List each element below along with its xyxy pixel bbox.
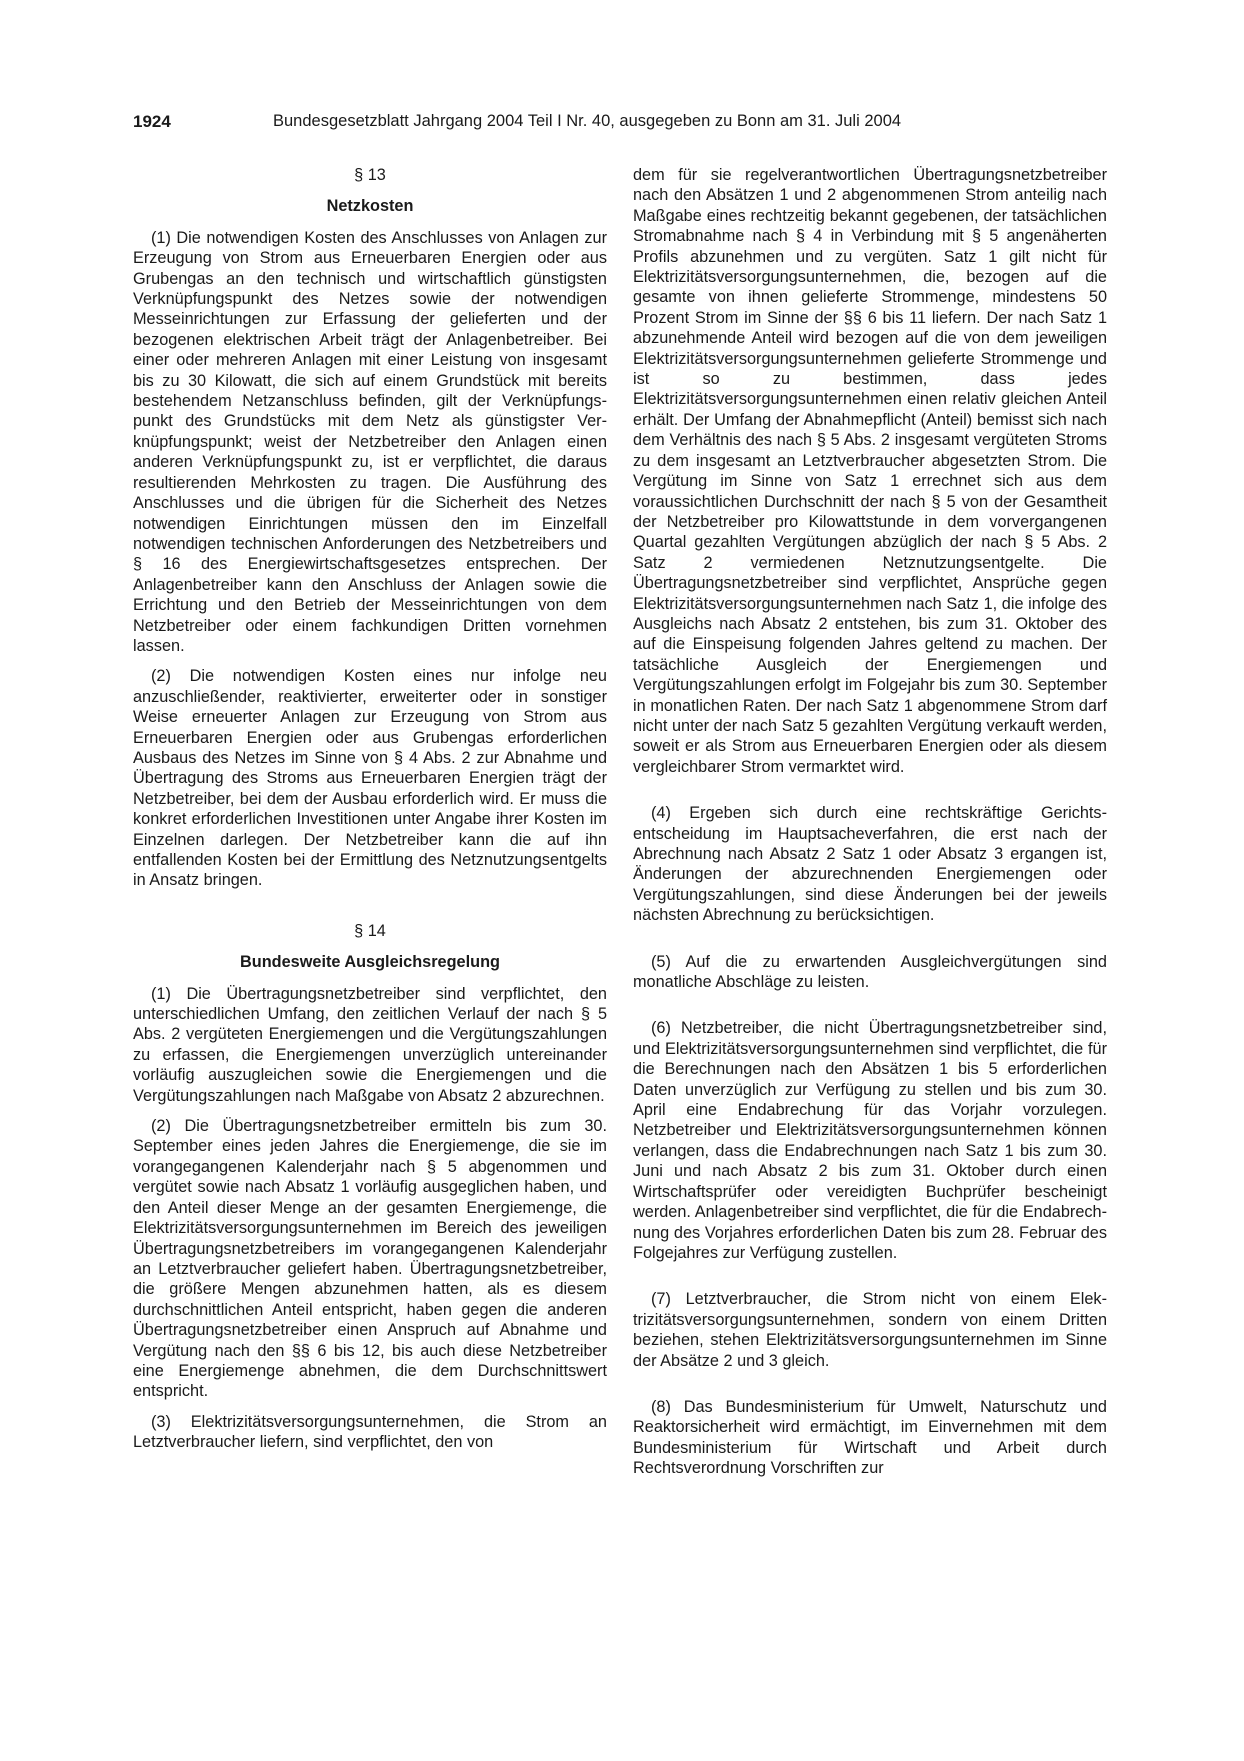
paragraph: (5) Auf die zu erwartenden Ausgleichvergütungen sind monatliche Abschläge zu leisten. [633,952,1107,992]
page-header [133,112,1113,134]
paragraph: (7) Letztverbraucher, die Strom nicht von einem Elektrizitätsversorgungsunternehmen, sondern von einem Dritten beziehen, stehen Elektrizitätsversorgungsunternehmen im Sinne der Absätze 2 und 3 gleich. [633,1290,1107,1370]
paragraph: (2) Die Übertragungsnetzbetreiber ermitteln bis zum 30. September eines jeden Jahres die Energiemenge, die sie im vorangegangenen Kalenderjahr nach § 5 abgenommen und vergütet sowie nach Absatz 1 vorläufig ausgeglichen haben, und den Anteil dieser Menge an der gesamten Energiemenge, die Elektrizitätsversorgungsunternehmen im Bereich des jeweiligen Übertragungsnetzbetreibers im vorangegangenen Kalenderjahr an Letztverbraucher geliefert haben. Übertragungsnetzbetreiber, die größere Mengen abzunehmen hatten, als es diesem durchschnittlichen Anteil entspricht, haben gegen die anderen Übertragungsnetzbetreiber einen Anspruch auf Abnahme und Vergütung nach den §§ 6 bis 12, bis auch diese Netzbetreiber eine Energiemenge abnehmen, die dem Durchschnittswert entspricht. [133,1117,607,1401]
section-title: Netzkosten [326,197,414,216]
section-number: § 13 [354,166,386,184]
paragraph: (8) Das Bundesministerium für Umwelt, Naturschutz und Reaktorsicherheit wird ermächtigt, im Einvernehmen mit dem Bundesministerium für Wirtschaft und Arbeit durch Rechtsverordnung Vorschriften zur [633,1397,1107,1478]
page-number: 1924 [133,112,171,131]
paragraph: (3) Elektrizitätsversorgungsunternehmen, die Strom an Letztverbraucher liefern, sind verpflichtet, den von [133,1412,607,1452]
paragraph: (1) Die notwendigen Kosten des Anschlusses von Anlagen zur Erzeugung von Strom aus Erneuerbaren Energien oder aus Grubengas an den technisch und wirtschaftlich günstigsten Verknüpfungspunkt des Netzes sowie der notwendigen Messeinrichtungen zur Erfassung der gelieferten und der bezogenen elektrischen Arbeit trägt der Anlagenbetreiber. Bei einer oder mehreren Anlagen mit einer Leistung von insgesamt bis zu 30 Kilowatt, die sich auf einem Grundstück mit bereits bestehendem Netzanschluss befinden, gilt der Verknüpfungspunkt des Grundstücks mit dem Netz als günstigster Verknüpfungspunkt; weist der Netzbetreiber den Anlagen einen anderen Verknüpfungspunkt zu, ist er verpflichtet, die daraus resultierenden Mehrkosten zu tragen. Die Ausführung des Anschlusses und die übrigen für die Sicherheit des Netzes notwendigen Einrichtungen müssen den im Einzelfall notwendigen technischen Anforderungen des Netzbetreibers und § 16 des Energiewirtschaftsgesetzes entsprechen. Der Anlagenbetreiber kann den Anschluss der Anlagen sowie die Errichtung und den Betrieb der Messeinrichtungen von dem Netzbetreiber oder einem fachkundigen Dritten vornehmen lassen. [133,228,607,655]
paragraph: (1) Die Übertragungsnetzbetreiber sind verpflichtet, den unterschiedlichen Umfang, den zeitlichen Verlauf der nach § 5 Abs. 2 vergüteten Energiemengen und die Vergütungszahlungen zu erfassen, die Energiemengen unverzüglich untereinander vorläufig auszugleichen sowie die Energiemengen und die Vergütungszahlungen nach Maßgabe von Absatz 2 abzurechnen. [133,984,607,1105]
section-14-heading [133,921,607,973]
section-13-heading [133,165,607,217]
paragraph: (2) Die notwendigen Kosten eines nur infolge neu anzuschließender, reaktivierter, erweiterter oder in sonstiger Weise erneuerter Anlagen zur Erzeugung von Strom aus Erneuerbaren Energien oder aus Grubengas erforderlichen Ausbaus des Netzes im Sinne von § 4 Abs. 2 zur Abnahme und Übertragung des Stroms aus Erneuerbaren Energien trägt der Netzbetreiber, bei dem der Ausbau erforderlich wird. Er muss die konkret erforderlichen Investitionen unter Angabe ihrer Kosten im Einzelnen darlegen. Der Netzbetreiber kann die auf ihn entfallenden Kosten bei der Ermittlung des Netznutzungsentgelts in Ansatz bringen. [133,667,607,890]
paragraph: (6) Netzbetreiber, die nicht Übertragungsnetzbetreiber sind, und Elektrizitätsversorgungsunternehmen sind verpflichtet, die für die Berechnungen nach den Absätzen 1 bis 5 erforderlichen Daten unverzüglich zur Verfügung zu stellen und bis zum 30. April eine Endabrechung für das Vorjahr vorzulegen. Netzbetreiber und Elektrizitätsversorgungsunternehmen können verlangen, dass die Endabrechnungen nach Satz 1 bis zum 30. Juni und nach Absatz 2 bis zum 31. Oktober durch einen Wirtschaftsprüfer oder vereidigten Buchprüfer bescheinigt werden. Anlagenbetreiber sind verpflichtet, die für die Endabrechnung des Vorjahres erforderlichen Daten bis zum 28. Februar des Folgejahres zur Verfügung zustellen. [633,1019,1107,1262]
paragraph-continued: dem für sie regelverantwortlichen Übertragungsnetzbetreiber nach den Absätzen 1 und 2 abgenommenen Strom anteilig nach Maßgabe eines rechtzeitig bekannt gegebenen, der tatsächlichen Stromabnahme nach § 4 in Verbindung mit § 5 angenäherten Profils abzunehmen und zu vergüten. Satz 1 gilt nicht für Elektrizitätsversorgungsunternehmen, die, bezogen auf die gesamte von ihnen gelieferte Strommenge, mindestens 50 Prozent Strom im Sinne der §§ 6 bis 11 liefern. Der nach Satz 1 abzunehmende Anteil wird bezogen auf die von dem jeweiligen Elektrizitätsversorgungsunternehmen gelieferte Strommenge und ist so zu bestimmen, dass jedes Elektrizitätsversorgungsunternehmen einen relativ gleichen Anteil erhält. Der Umfang der Abnahmepflicht (Anteil) bemisst sich nach dem Verhältnis des nach § 5 Abs. 2 insgesamt vergüteten Stroms zu dem insgesamt an Letztverbraucher abgesetzten Strom. Die Vergütung im Sinne von Satz 1 errechnet sich aus dem voraussichtlichen Durchschnitt der nach § 5 von der Gesamtheit der Netzbetreiber pro Kilowattstunde in dem vorvergangenen Quartal gezahlten Vergütungen abzüglich der nach § 5 Abs. 2 Satz 2 vermiedenen Netznutzungsentgelte. Die Übertragungsnetzbetreiber sind verpflichtet, Ansprüche gegen Elektrizitätsversorgungsunternehmen nach Satz 1, die infolge des Ausgleichs nach Absatz 2 entstehen, bis zum 31. Oktober des auf die Einspeisung folgenden Jahres geltend zu machen. Der tatsächliche Ausgleich der Energiemengen und Vergütungszahlungen erfolgt im Folgejahr bis zum 30. September in monatlichen Raten. Der nach Satz 1 abgenommene Strom darf nicht unter der nach Satz 5 gezahlten Vergütung verkauft werden, soweit er als Strom aus Erneuerbaren Energien oder als diesem vergleichbarer Strom vermarktet wird. [633,166,1107,776]
gazette-title: Bundesgesetzblatt Jahrgang 2004 Teil I Nr. 40, ausgegeben zu Bonn am 31. Juli 2004 [273,112,902,130]
right-column [633,165,1107,1489]
left-column [133,165,607,1463]
paragraph: (4) Ergeben sich durch eine rechtskräftige Gerichtsentscheidung im Hauptsacheverfahren, die erst nach der Abrechnung nach Absatz 2 Satz 1 oder Absatz 3 ergangen ist, Änderungen der abzurechnenden Energiemengen oder Vergütungszahlungen, sind diese Änderungen bei der jeweils nächsten Abrechnung zu berücksichtigen. [633,804,1107,925]
section-title: Bundesweite Ausgleichsregelung [240,953,500,972]
section-number: § 14 [354,921,386,940]
